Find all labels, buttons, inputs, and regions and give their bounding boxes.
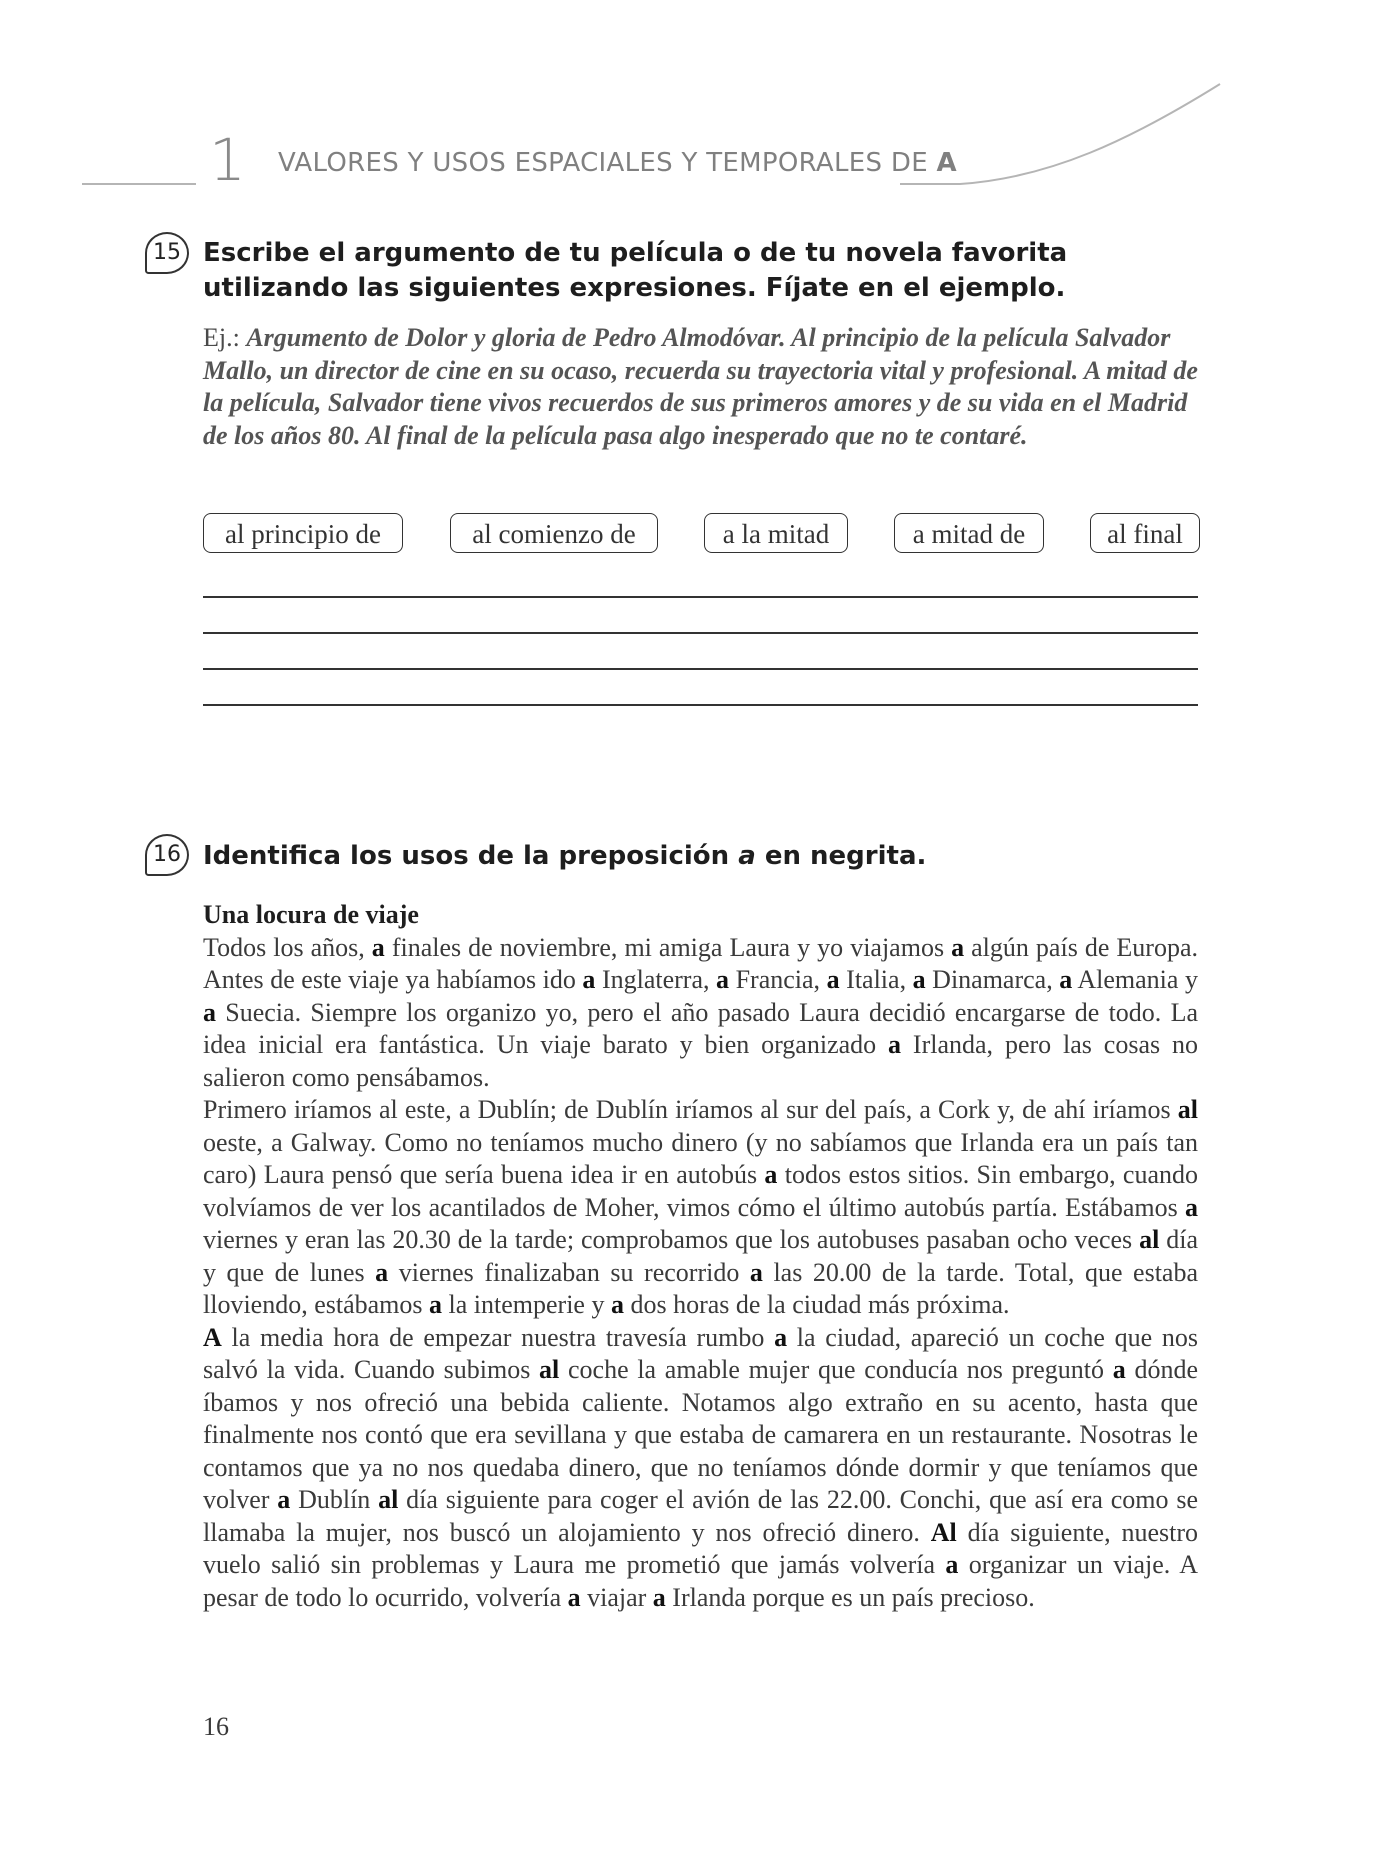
answer-line[interactable] (203, 704, 1198, 706)
example-prefix: Ej.: (203, 323, 240, 352)
text-segment: día siguiente, nuestro vuelo salió sin problemas y Laura me prometió que jamás volvería (203, 1517, 1198, 1579)
reading-title: Una locura de viaje (203, 900, 419, 929)
text-segment: Alemania y (1072, 965, 1198, 994)
bold-preposition: a (716, 965, 730, 994)
text-segment: organizar un viaje. A pesar de todo lo ocurrido, volvería (203, 1550, 1198, 1612)
text-segment: Irlanda, pero las cosas no salieron como pensábamos. (203, 1030, 1198, 1092)
bold-preposition: a (371, 932, 385, 962)
instruction-text-end: en negrita. (764, 841, 927, 871)
expression-chip: al comienzo de (450, 513, 658, 553)
bold-preposition: a (582, 965, 596, 994)
instruction-text: Identifica los usos de la preposición (203, 841, 730, 871)
chapter-title (278, 148, 957, 178)
text-segment: Italia, (839, 965, 913, 994)
bold-preposition: Al (930, 1517, 957, 1547)
bold-preposition: a (652, 1582, 666, 1612)
chapter-title-text: VALORES Y USOS ESPACIALES Y TEMPORALES DE (278, 148, 928, 178)
text-segment: las 20.00 de la tarde. Total, que estaba lloviendo, estábamos (203, 1257, 1199, 1319)
bold-preposition: a (610, 1290, 624, 1319)
bold-preposition: a (764, 1160, 778, 1189)
text-segment: Irlanda porque es un país precioso. (665, 1582, 1035, 1612)
header-rule-left (82, 183, 196, 185)
bold-preposition: A (203, 1322, 222, 1352)
text-segment: finales de noviembre, mi amiga Laura y yo viajamos (384, 932, 952, 962)
text-segment: viajar (580, 1582, 653, 1612)
expression-chip: al principio de (203, 513, 403, 553)
text-segment: Inglaterra, (595, 965, 717, 994)
text-segment: Todos los años, (203, 932, 372, 962)
exercise-number-badge: 16 (145, 834, 189, 876)
text-segment: la ciudad, apareció un coche que nos salvó la vida. Cuando subimos (203, 1322, 1198, 1384)
bold-preposition: a (429, 1290, 443, 1319)
bold-preposition: a (277, 1485, 291, 1514)
bold-preposition: a (888, 1030, 902, 1059)
text-segment: viernes finalizaban su recorrido (388, 1257, 750, 1287)
text-segment: oeste, a Galway. Como no teníamos mucho dinero (y no sabíamos que Irlanda era un país tan caro) Laura pensó que sería buena idea ir en autobús (203, 1127, 1198, 1189)
reading-section (203, 899, 1198, 1614)
expression-chip: a mitad de (894, 513, 1044, 553)
text-segment: viernes y eran las 20.30 de la tarde; comprobamos que los autobuses pasaban ocho veces (203, 1225, 1140, 1254)
bold-preposition: a (203, 997, 216, 1027)
text-segment: Francia, (729, 965, 827, 994)
bold-preposition: a (1059, 965, 1073, 994)
text-segment: día siguiente para coger el avión de las 22.00. Conchi, que así era como se llamaba la mujer, nos buscó un alojamiento y nos ofreció dinero. (203, 1485, 1198, 1547)
bold-preposition: a (826, 965, 840, 994)
page-number: 16 (203, 1712, 229, 1741)
text-segment: la media hora de empezar nuestra travesía rumbo (221, 1322, 775, 1352)
answer-line[interactable] (203, 632, 1198, 634)
reading-paragraph (203, 1322, 1198, 1615)
text-segment: la intemperie y (442, 1290, 611, 1319)
bold-preposition: a (1185, 1192, 1198, 1222)
exercise-number-badge: 15 (145, 232, 189, 274)
text-segment: algún país de Europa. Antes de este viaje ya habíamos ido (203, 932, 1199, 994)
answer-line[interactable] (203, 596, 1198, 598)
instruction-preposition: a (738, 841, 756, 871)
text-segment: todos estos sitios. Sin embargo, cuando volvíamos de ver los acantilados de Moher, vimos cómo el último autobús partía. Estábamos (203, 1160, 1198, 1222)
text-segment: dos horas de la ciudad más próxima. (623, 1290, 1010, 1319)
exercise-instruction: Escribe el argumento de tu película o de tu novela favorita utilizando las siguientes expresiones. Fíjate en el ejemplo. (203, 238, 1068, 303)
exercise-instruction (203, 839, 1203, 874)
bold-preposition: a (749, 1257, 763, 1287)
answer-line[interactable] (203, 668, 1198, 670)
example-paragraph (203, 322, 1198, 452)
text-segment: Suecia. Siempre los organizo yo, pero el año pasado Laura decidió encargarse de todo. La idea inicial era fantástica. Un viaje barato y bien organizado (203, 997, 1198, 1059)
bold-preposition: a (1112, 1355, 1126, 1384)
bold-preposition: a (912, 965, 926, 994)
bold-preposition: al (1139, 1225, 1160, 1254)
expression-list (0, 513, 1384, 557)
bold-preposition: a (375, 1257, 389, 1287)
text-segment: día y que de lunes (203, 1225, 1199, 1287)
bold-preposition: a (951, 932, 965, 962)
reading-paragraph (203, 1094, 1198, 1322)
bold-preposition: a (567, 1582, 581, 1612)
bold-preposition: a (945, 1550, 959, 1579)
chapter-number: 1 (209, 126, 246, 194)
bold-preposition: al (539, 1355, 560, 1384)
example-text: Argumento de Dolor y gloria de Pedro Almodóvar. Al principio de la película Salvador Mallo, un director de cine en su ocaso, recuerda su trayectoria vital y profesional. A mitad de la película, Salvador tiene vivos recuerdos de sus primeros amores y de su vida en el Madrid de los años 80. Al final de la película pasa algo inesperado que no te contaré. (203, 323, 1198, 450)
text-segment: dónde íbamos y nos ofreció una bebida caliente. Notamos algo extraño en su acento, hasta que finalmente nos contó que era sevillana y que estaba de camarera en un restaurante. Nosotras le contamos que ya no nos quedaba dinero, que no teníamos dónde dormir y que teníamos que volver (203, 1355, 1198, 1514)
text-segment: Dinamarca, (925, 965, 1060, 994)
bold-preposition: a (774, 1322, 788, 1352)
expression-chip: a la mitad (704, 513, 848, 553)
chapter-title-highlight: A (936, 148, 957, 178)
expression-chip: al final (1090, 513, 1200, 553)
bold-preposition: al (378, 1485, 399, 1514)
reading-paragraph (203, 932, 1198, 1095)
text-segment: Primero iríamos al este, a Dublín; de Dublín iríamos al sur del país, a Cork y, de ahí iríamos (203, 1095, 1178, 1124)
text-segment: Dublín (290, 1485, 379, 1514)
text-segment: coche la amable mujer que conducía nos preguntó (559, 1355, 1113, 1384)
reading-text (203, 932, 1198, 1615)
bold-preposition: al (1177, 1095, 1198, 1124)
